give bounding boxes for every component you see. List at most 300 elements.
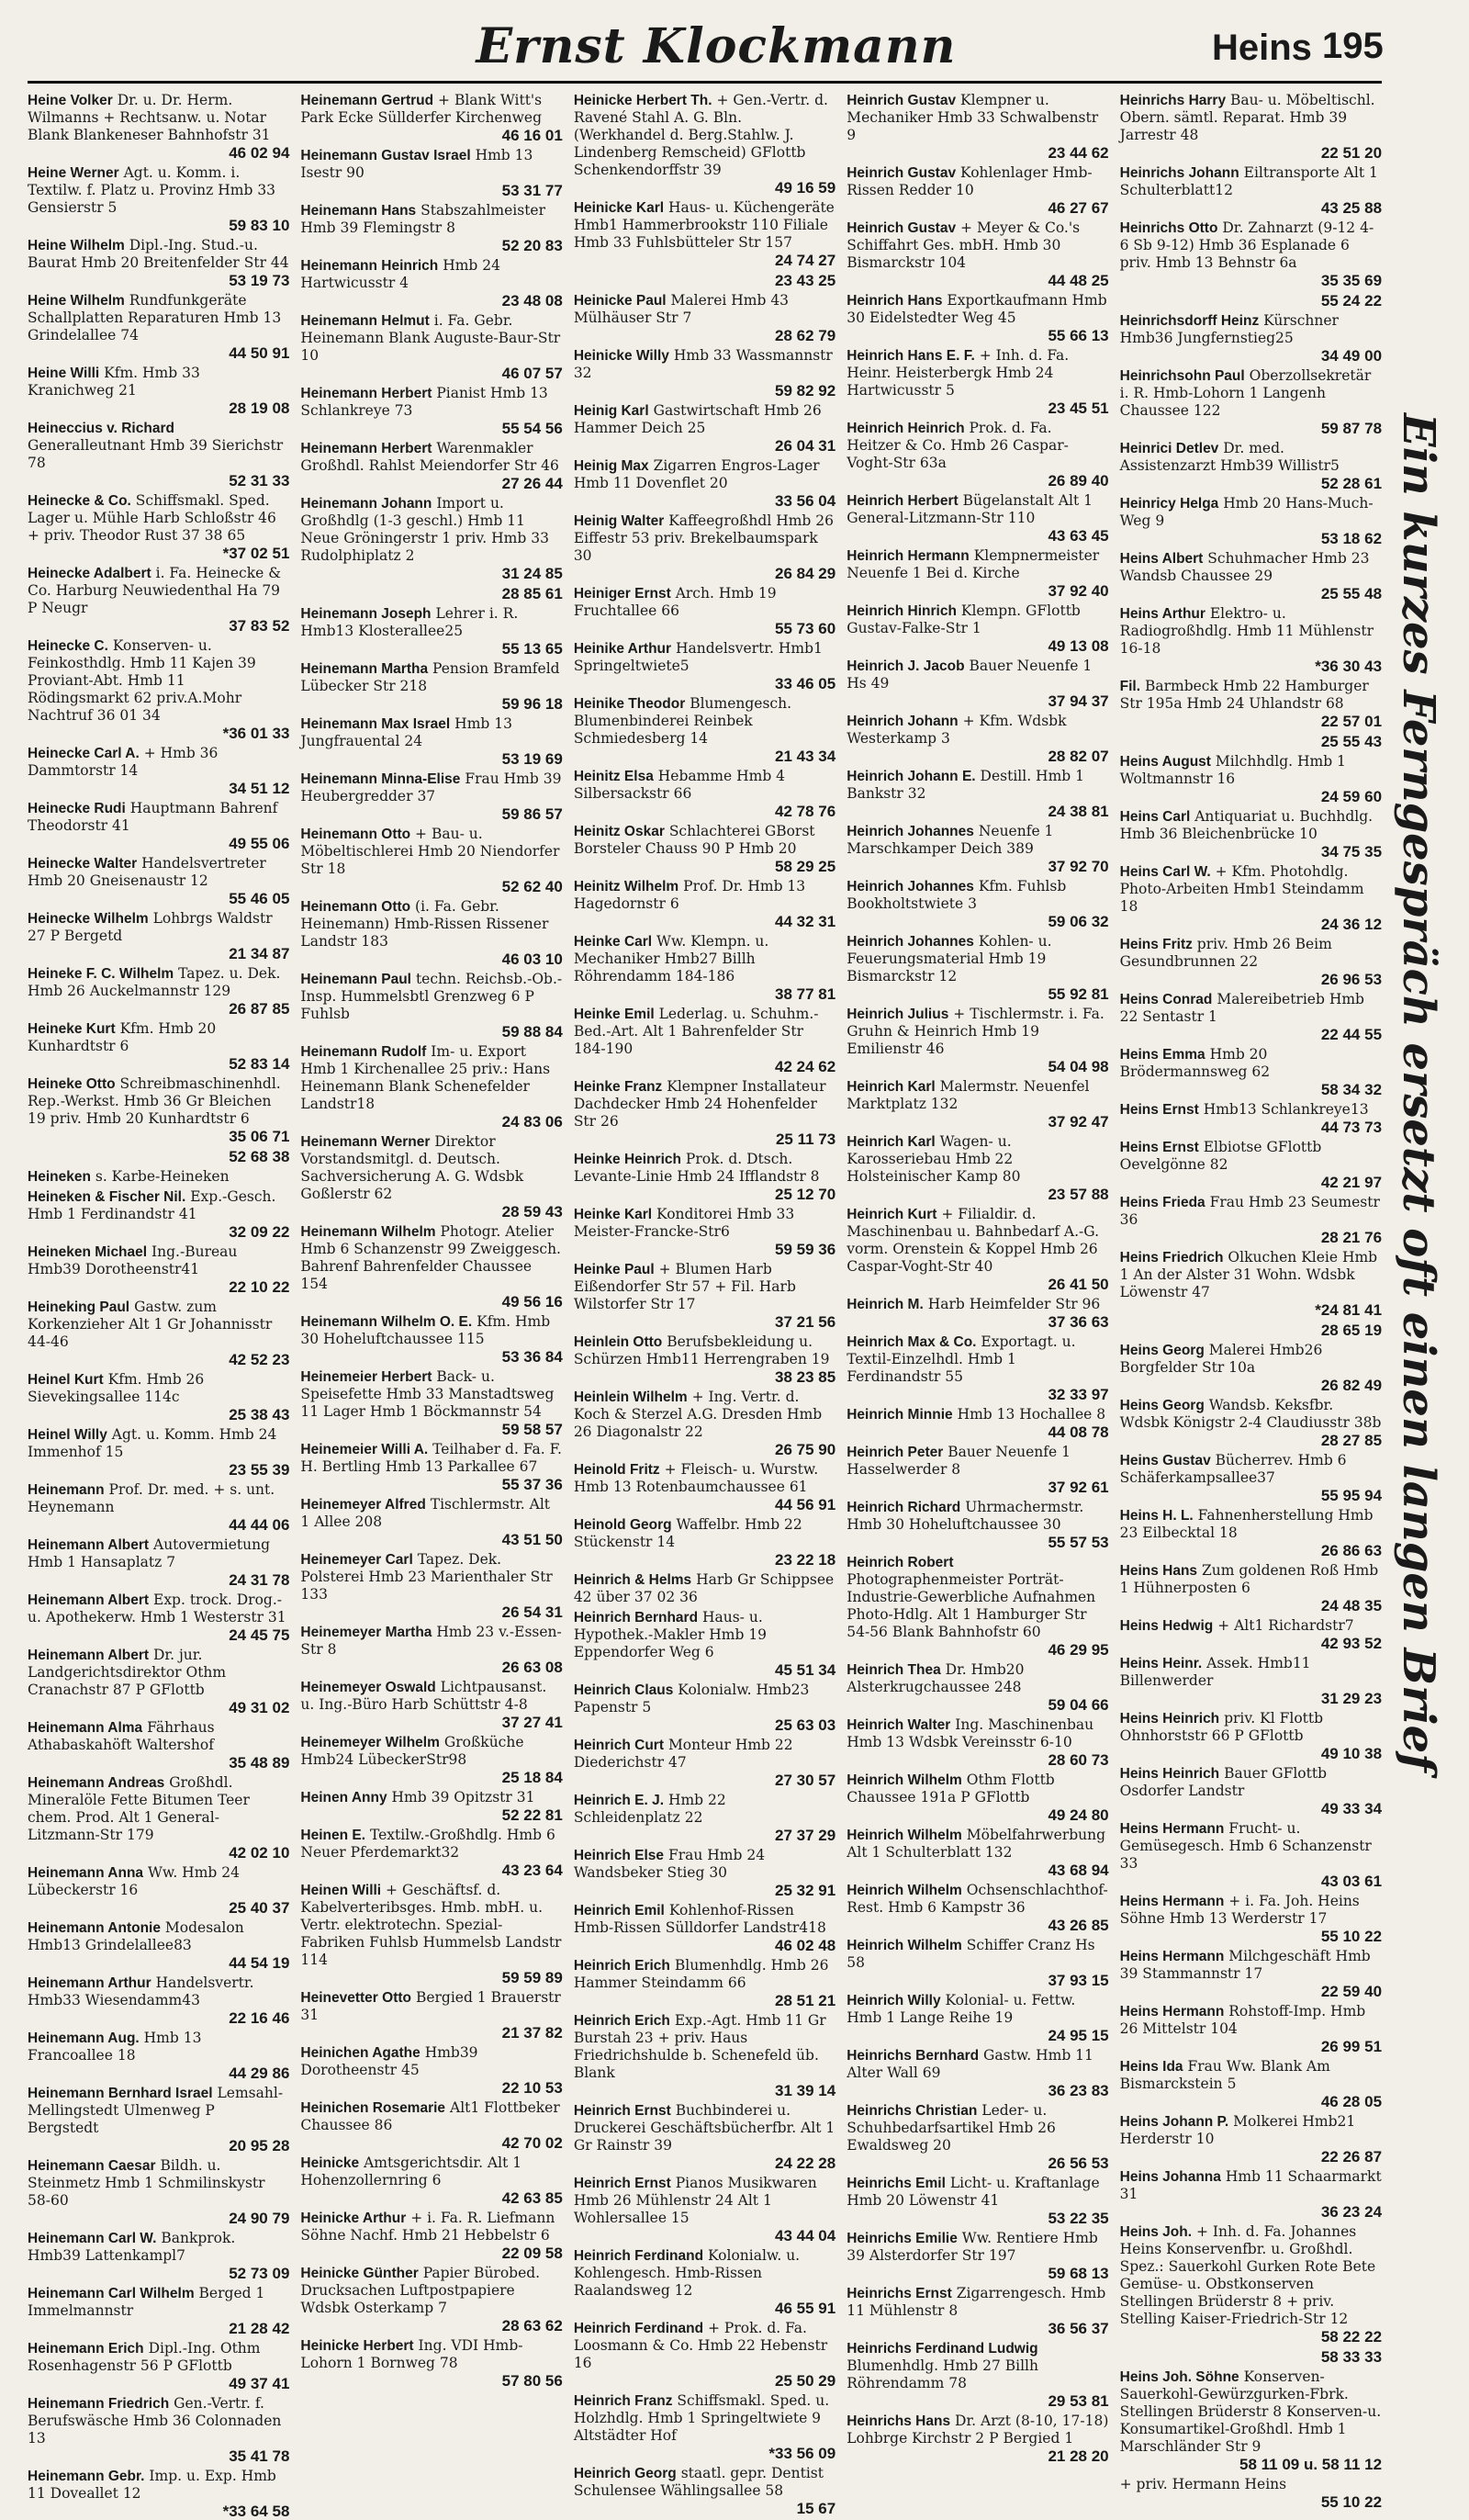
directory-entry bbox=[300, 971, 562, 1041]
entry-description: Bauer Neuenfe 1 Hasselwerder 8 bbox=[847, 1444, 1071, 1478]
entry-phone: 26 89 40 bbox=[1048, 472, 1109, 489]
entry-name: Heinold Georg bbox=[573, 1517, 672, 1533]
entry-description: Haus- u. Küchengeräte Hmb1 Hammerbrookstr 110 Filiale Hmb 33 Fuhlsbütteler Str 157 bbox=[573, 199, 835, 251]
directory-entry bbox=[1120, 753, 1382, 805]
entry-phone: 22 57 01 bbox=[1320, 713, 1383, 730]
entry-phone: 43 63 45 bbox=[1048, 527, 1109, 545]
entry-description: Hmb 13 Hochallee 8 bbox=[957, 1406, 1106, 1423]
entry-description: Direktor Vorstandsmitgl. d. Deutsch. Sachversicherung A. G. Wdsbk Goßlerstr 62 bbox=[300, 1133, 524, 1202]
directory-entry bbox=[28, 1536, 289, 1589]
entry-description: Eiltransporte Alt 1 Schulterblatt12 bbox=[1119, 164, 1378, 198]
entry-phone: 35 35 69 bbox=[1320, 272, 1383, 289]
entry-name: Heinel Kurt bbox=[28, 1372, 104, 1388]
entry-phone: 49 37 41 bbox=[229, 2375, 290, 2392]
directory-entry bbox=[574, 199, 835, 269]
entry-description: Kürschner Hmb36 Jungfernstieg25 bbox=[1119, 312, 1339, 346]
entry-description: Licht- u. Kraftanlage Hmb 20 Löwenstr 41 bbox=[847, 2175, 1100, 2209]
entry-phone: 26 54 31 bbox=[501, 1603, 563, 1621]
entry-phone: 58 34 32 bbox=[1320, 1081, 1383, 1098]
entry-phone: 27 37 29 bbox=[775, 1827, 836, 1844]
page-header bbox=[28, 17, 1382, 84]
entry-description: Gastw. Hmb 11 Alter Wall 69 bbox=[847, 2047, 1093, 2081]
directory-entry bbox=[28, 1371, 289, 1423]
entry-phone: 44 08 78 bbox=[1048, 1423, 1109, 1441]
entry-description: Ing. VDI Hmb-Lohorn 1 Bornweg 78 bbox=[300, 2337, 523, 2371]
directory-entry bbox=[574, 1516, 835, 1569]
entry-name: Heinemann Heinrich bbox=[300, 258, 439, 274]
directory-entry bbox=[28, 800, 289, 852]
entry-description: Olkuchen Kleie Hmb 1 An der Alster 31 Wohn. Wdsbk Löwenstr 47 bbox=[1119, 1249, 1378, 1300]
directory-entry bbox=[1120, 1893, 1382, 1945]
entry-description: Schiffer Cranz Hs 58 bbox=[847, 1937, 1095, 1971]
entry-name: Heinlein Wilhelm bbox=[573, 1389, 688, 1405]
directory-entry bbox=[847, 92, 1108, 162]
entry-description: Schlachterei GBorst Borsteler Chauss 90 P Hmb 20 bbox=[573, 823, 815, 857]
entry-phone: 31 24 85 bbox=[501, 565, 563, 582]
entry-name: Heinrich Claus bbox=[573, 1682, 674, 1698]
directory-entry bbox=[28, 2157, 289, 2227]
entry-description: Dr. Hmb20 Alsterkrugchaussee 248 bbox=[847, 1661, 1025, 1695]
entry-phone: 59 96 18 bbox=[501, 695, 563, 713]
entry-description: Uhrmachermstr. Hmb 30 Hoheluftchaussee 30 bbox=[847, 1499, 1084, 1533]
entry-description: Ww. Rentiere Hmb 39 Alsterdorfer Str 197 bbox=[847, 2230, 1098, 2264]
entry-name: Heinrich Curt bbox=[573, 1738, 664, 1753]
entry-phone: 46 29 95 bbox=[1048, 1641, 1109, 1659]
entry-name: Heins Carl W. bbox=[1119, 864, 1211, 880]
entry-name: Heine Volker bbox=[28, 93, 113, 108]
entry-phone: 44 54 19 bbox=[229, 1954, 290, 1972]
entry-name: Heins Ernst bbox=[1119, 1102, 1199, 1118]
entry-phone: 25 38 43 bbox=[229, 1406, 290, 1423]
entry-phone: 49 10 38 bbox=[1320, 1745, 1383, 1762]
entry-description: Malermstr. Neuenfel Marktplatz 132 bbox=[847, 1078, 1090, 1112]
entry-name: Heine Wilhelm bbox=[28, 238, 125, 253]
entry-name: Heinrichsohn Paul bbox=[1119, 368, 1245, 384]
entry-description: Hmb 22 Schleidenplatz 22 bbox=[573, 1792, 726, 1826]
entry-phone: 24 74 27 bbox=[775, 252, 836, 269]
directory-entry bbox=[847, 164, 1108, 217]
directory-entry bbox=[1120, 1249, 1382, 1319]
entry-name: Heins Ida bbox=[1119, 2059, 1183, 2075]
entry-phone: 32 09 22 bbox=[229, 1223, 290, 1241]
directory-entry bbox=[300, 660, 562, 713]
directory-entry bbox=[28, 910, 289, 962]
directory-entry bbox=[28, 1148, 289, 1165]
entry-name: Heins Hermann bbox=[1119, 1949, 1225, 1964]
directory-entry bbox=[574, 1389, 835, 1458]
directory-entry bbox=[1120, 808, 1382, 861]
entry-phone: *36 30 43 bbox=[1315, 658, 1383, 675]
entry-name: Heins Albert bbox=[1119, 551, 1204, 567]
entry-phone: 55 95 94 bbox=[1320, 1487, 1383, 1504]
entry-description: + Fleisch- u. Wurstw. Hmb 13 Rotenbaumchaussee 61 bbox=[573, 1461, 819, 1495]
entry-name: Heinrich Wilhelm bbox=[847, 1883, 962, 1898]
entry-name: Heinrich Richard bbox=[847, 1500, 961, 1515]
directory-entry bbox=[300, 1827, 562, 1879]
entry-description: + Alt1 Richardstr7 bbox=[1217, 1617, 1354, 1634]
entry-name: Heins Conrad bbox=[1119, 992, 1213, 1007]
entry-description: Ing. Maschinenbau Hmb 13 Wdsbk Vereinsstr 6-10 bbox=[847, 1716, 1094, 1750]
directory-entry bbox=[300, 1043, 562, 1131]
entry-name: Heins Johann P. bbox=[1119, 2114, 1229, 2130]
entry-description: Handelsvertr. Hmb1 Springeltwiete5 bbox=[573, 640, 823, 674]
entry-description: Hmb39 Dorotheenstr 45 bbox=[300, 2044, 478, 2078]
entry-description: Kolonial- u. Fettw. Hmb 1 Lange Reihe 19 bbox=[847, 1992, 1076, 2026]
entry-phone: 53 31 77 bbox=[501, 182, 563, 199]
entry-phone: 37 93 15 bbox=[1048, 1972, 1109, 1989]
entry-name: Heinecke Rudi bbox=[28, 801, 126, 816]
entry-description: Bankprok. Hmb39 Lattenkampl7 bbox=[28, 2230, 236, 2264]
entry-name: Heinecke & Co. bbox=[28, 493, 131, 509]
directory-entry bbox=[574, 2465, 835, 2517]
entry-phone: 42 24 62 bbox=[775, 1058, 836, 1075]
entry-name: Heins Hermann bbox=[1119, 1821, 1225, 1837]
entry-description: Blumenhdlg. Hmb 26 Hammer Steindamm 66 bbox=[573, 1957, 829, 1991]
directory-entry bbox=[847, 547, 1108, 600]
entry-phone: 59 88 84 bbox=[501, 1023, 563, 1041]
entry-name: Heinrich Willy bbox=[847, 1993, 941, 2008]
entry-name: Heinemann Erich bbox=[28, 2341, 144, 2357]
entry-phone: *24 81 41 bbox=[1315, 1301, 1383, 1319]
entry-name: Heinrich Ferdinand bbox=[573, 2321, 704, 2336]
entry-description: Frau Hmb 23 Seumestr 36 bbox=[1119, 1194, 1380, 1228]
directory-entry bbox=[28, 92, 289, 162]
directory-entry bbox=[1120, 1139, 1382, 1191]
entry-phone: 25 18 84 bbox=[501, 1769, 563, 1786]
entry-name: Heinichen Agathe bbox=[300, 2045, 421, 2061]
entry-description: Exp. trock. Drog.- u. Apothekerw. Hmb 1 Westerstr 31 bbox=[28, 1592, 286, 1626]
directory-entry bbox=[1120, 936, 1382, 988]
entry-phone: 23 45 51 bbox=[1048, 399, 1109, 417]
directory-entry bbox=[300, 771, 562, 823]
entry-phone: 24 83 06 bbox=[501, 1113, 563, 1131]
directory-entry bbox=[300, 2044, 562, 2097]
directory-entry bbox=[300, 385, 562, 437]
entry-description: Konserven- u. Feinkosthdlg. Hmb 11 Kajen 39 Proviant-Abt. Hmb 11 Rödingsmarkt 62 priv.A.Mohr Nachtruf 36 01 34 bbox=[28, 637, 256, 724]
directory-entry bbox=[574, 2175, 835, 2244]
directory-entry bbox=[1120, 2113, 1382, 2166]
entry-name: Heineken Michael bbox=[28, 1244, 148, 1260]
entry-description: + Blank Witt's Park Ecke Süllderfer Kirchenweg bbox=[300, 92, 543, 126]
entry-description: Hmb 33 Wassmannstr 32 bbox=[573, 347, 833, 381]
entry-phone: 22 26 87 bbox=[1320, 2148, 1383, 2166]
entry-name: Heinike Arthur bbox=[573, 641, 672, 657]
directory-entry bbox=[300, 1789, 562, 1824]
entry-name: Heinrichs Hans bbox=[847, 2413, 951, 2429]
directory-entry bbox=[847, 823, 1108, 875]
entry-phone: 38 23 85 bbox=[775, 1368, 836, 1386]
entry-description: Amtsgerichtsdir. Alt 1 Hohenzollernring 6 bbox=[300, 2154, 522, 2188]
entry-phone: 49 13 08 bbox=[1048, 637, 1109, 655]
entry-description: Harb Gr Schippsee 42 über 37 02 36 bbox=[573, 1571, 835, 1605]
entry-description: priv. Hmb 26 Beim Gesundbrunnen 22 bbox=[1119, 936, 1332, 970]
entry-description: Bergied 1 Brauerstr 31 bbox=[300, 1989, 561, 2023]
entry-phone: 31 39 14 bbox=[775, 2082, 836, 2099]
entry-phone: 55 54 56 bbox=[501, 420, 563, 437]
directory-entry bbox=[300, 715, 562, 768]
directory-entry bbox=[300, 1882, 562, 1986]
entry-phone: 15 67 bbox=[796, 2500, 836, 2517]
entry-description: Bauer GFlottb Osdorfer Landstr bbox=[1119, 1765, 1328, 1799]
directory-entry bbox=[300, 1133, 562, 1221]
entry-phone: 43 26 85 bbox=[1048, 1917, 1109, 1934]
entry-description: Dr. med. Assistenzarzt Hmb39 Willistr5 bbox=[1119, 440, 1340, 474]
entry-name: Heins Frieda bbox=[1119, 1195, 1205, 1210]
entry-name: Heinrich Wilhelm bbox=[847, 1938, 962, 1953]
entry-description: Assek. Hmb11 Billenwerder bbox=[1119, 1655, 1311, 1689]
entry-phone: *37 02 51 bbox=[222, 545, 290, 562]
directory-columns bbox=[28, 92, 1383, 2520]
entry-description: Hmb 13 Jungfrauental 24 bbox=[300, 715, 512, 749]
entry-phone: 59 06 32 bbox=[1048, 913, 1109, 930]
entry-name: Heinemann Andreas bbox=[28, 1775, 165, 1791]
directory-entry bbox=[28, 1864, 289, 1917]
entry-description: Kfm. Hmb 20 Kunhardtstr 6 bbox=[28, 1020, 217, 1054]
entry-name: Heinemann Max Israel bbox=[300, 716, 451, 732]
entry-name: Heineke F. C. Wilhelm bbox=[28, 966, 174, 982]
directory-entry bbox=[847, 492, 1108, 545]
directory-entry bbox=[300, 1734, 562, 1786]
entry-phone: 28 63 62 bbox=[501, 2317, 563, 2334]
entry-phone: 37 83 52 bbox=[229, 617, 290, 635]
entry-description: Gen.-Vertr. f. Berufswäsche Hmb 36 Colonnaden 13 bbox=[28, 2395, 282, 2447]
entry-description: Papier Bürobed. Drucksachen Luftpostpapiere Wdsbk Osterkamp 7 bbox=[300, 2265, 541, 2316]
directory-entry bbox=[28, 1974, 289, 2027]
directory-entry bbox=[1120, 1397, 1382, 1449]
entry-phone: 20 95 28 bbox=[229, 2137, 290, 2154]
directory-entry bbox=[574, 695, 835, 765]
directory-entry bbox=[28, 2085, 289, 2154]
entry-phone: 42 93 52 bbox=[1320, 1635, 1383, 1652]
entry-name: Heinrich Gustav bbox=[847, 165, 957, 181]
entry-phone: 22 16 46 bbox=[229, 2009, 290, 2027]
entry-phone: 23 22 18 bbox=[775, 1551, 836, 1569]
entry-phone: 44 50 91 bbox=[229, 344, 290, 362]
entry-name: Heinrich Hermann bbox=[847, 548, 970, 564]
entry-phone: 26 56 53 bbox=[1048, 2154, 1109, 2172]
entry-phone: 22 59 40 bbox=[1320, 1983, 1383, 2000]
entry-description: Berged 1 Immelmannstr bbox=[28, 2285, 265, 2319]
entry-description: Generalleutnant Hmb 39 Sierichstr 78 bbox=[28, 437, 284, 471]
entry-description: Agt. u. Komm. i. Textilw. f. Platz u. Provinz Hmb 33 Gensierstr 5 bbox=[28, 164, 276, 216]
directory-entry bbox=[847, 2175, 1108, 2227]
entry-phone: 43 25 88 bbox=[1320, 199, 1383, 217]
directory-entry bbox=[1120, 1322, 1382, 1339]
entry-name: Heinemann Carl W. bbox=[28, 2231, 157, 2246]
directory-entry bbox=[847, 420, 1108, 489]
side-advertisement bbox=[1386, 413, 1451, 1772]
entry-name: Heinicke bbox=[300, 2155, 360, 2171]
directory-entry bbox=[28, 965, 289, 1018]
entry-name: Heins Georg bbox=[1119, 1343, 1205, 1358]
entry-phone: 32 33 97 bbox=[1048, 1386, 1109, 1403]
entry-name: Heinrichs Johann bbox=[1119, 165, 1239, 181]
entry-name: Heinrichs Otto bbox=[1119, 220, 1218, 236]
entry-description: Hmb 13 Francoallee 18 bbox=[28, 2030, 202, 2064]
entry-description: Textilw.-Großhdlg. Hmb 6 Neuer Pferdemarkt32 bbox=[300, 1827, 555, 1861]
entry-name: Heinicke Willy bbox=[573, 348, 669, 364]
directory-entry bbox=[1120, 440, 1382, 492]
entry-phone: 22 51 20 bbox=[1320, 144, 1383, 162]
entry-name: Heinrich Johannes bbox=[847, 934, 974, 950]
directory-entry bbox=[847, 1772, 1108, 1824]
entry-description: + Blumen Harb Eißendorfer Str 57 + Fil. Harb Wilstorfer Str 17 bbox=[573, 1261, 796, 1312]
entry-phone: 35 41 78 bbox=[229, 2447, 290, 2465]
entry-phone: 25 11 73 bbox=[775, 1131, 836, 1148]
entry-name: Heinrich Ernst bbox=[573, 2176, 671, 2191]
entry-description: Schiffsmakl. Sped. Lager u. Mühle Harb Schloßstr 46 + priv. Theodor Rust 37 38 65 bbox=[28, 492, 276, 544]
entry-description: Alt1 Flottbeker Chaussee 86 bbox=[300, 2099, 560, 2133]
entry-description: Dipl.-Ing. Stud.-u. Baurat Hmb 20 Breitenfelder Str 44 bbox=[28, 237, 289, 271]
entry-description: Exp.-Agt. Hmb 11 Gr Burstah 23 + priv. Haus Friedrichshulde b. Schenefeld üb. Blank bbox=[573, 2012, 826, 2081]
directory-entry bbox=[847, 1882, 1108, 1934]
entry-name: Heinke Emil bbox=[573, 1007, 655, 1022]
entry-description: Bildh. u. Steinmetz Hmb 1 Schmilinskystr 58-60 bbox=[28, 2157, 265, 2209]
entry-description: + i. Fa. Joh. Heins Söhne Hmb 13 Werderstr 17 bbox=[1119, 1893, 1360, 1927]
directory-column-3 bbox=[573, 92, 836, 2517]
directory-entry bbox=[847, 658, 1108, 710]
entry-phone: 49 16 59 bbox=[775, 179, 836, 197]
entry-name: Heinemann Paul bbox=[300, 972, 411, 987]
entry-phone: 43 51 50 bbox=[501, 1531, 563, 1548]
entry-name: Heinemann Bernhard Israel bbox=[28, 2086, 213, 2101]
entry-phone: 55 37 36 bbox=[501, 1476, 563, 1493]
entry-description: Bauer Neuenfe 1 Hs 49 bbox=[847, 658, 1093, 692]
entry-name: Heinrich Karl bbox=[847, 1134, 936, 1150]
directory-entry bbox=[574, 768, 835, 820]
entry-phone: 52 22 81 bbox=[501, 1806, 563, 1824]
entry-name: Heinemann Minna-Elise bbox=[300, 771, 461, 787]
entry-phone: 29 53 81 bbox=[1048, 2392, 1109, 2410]
directory-entry bbox=[1120, 1507, 1382, 1559]
entry-name: Heinicke Paul bbox=[573, 293, 667, 309]
directory-entry bbox=[28, 1075, 289, 1145]
entry-description: + Kfm. Wdsbk Westerkamp 3 bbox=[847, 713, 1067, 747]
directory-entry bbox=[847, 768, 1108, 820]
entry-description: Bau- u. Möbeltischl. Obern. sämtl. Reparat. Hmb 39 Jarrestr 48 bbox=[1119, 92, 1375, 143]
directory-entry bbox=[847, 1078, 1108, 1131]
entry-name: Heins H. L. bbox=[1119, 1508, 1194, 1524]
entry-phone: 59 83 10 bbox=[229, 217, 290, 234]
directory-entry bbox=[1120, 312, 1382, 365]
entry-name: Heinemann Johann bbox=[300, 496, 432, 512]
entry-description: Hmb 20 Hans-Much-Weg 9 bbox=[1119, 495, 1374, 529]
entry-phone: 46 02 48 bbox=[775, 1937, 836, 1954]
entry-name: Heinevetter Otto bbox=[300, 1990, 411, 2006]
entry-name: Heinrich Johannes bbox=[847, 824, 974, 839]
entry-phone: 42 02 10 bbox=[229, 1844, 290, 1862]
entry-name: Heinricy Helga bbox=[1119, 496, 1219, 512]
entry-description: Warenmakler Großhdl. Rahlst Meiendorfer Str 46 bbox=[300, 440, 559, 474]
entry-name: Heins Joh. Söhne bbox=[1119, 2369, 1239, 2385]
entry-phone: 43 23 64 bbox=[501, 1862, 563, 1879]
directory-entry bbox=[1120, 863, 1382, 933]
entry-description: + priv. Hermann Heins bbox=[1119, 2476, 1287, 2492]
entry-name: Heinemann Caesar bbox=[28, 2158, 156, 2174]
entry-name: Heinrichs Emil bbox=[847, 2176, 946, 2191]
entry-description: + Inh. d. Fa. Heinr. Heisterbergk Hmb 24 Hartwicusstr 5 bbox=[847, 347, 1070, 399]
entry-description: Frau Ww. Blank Am Bismarckstein 5 bbox=[1119, 2058, 1330, 2092]
entry-phone: 24 22 28 bbox=[775, 2154, 836, 2172]
directory-entry bbox=[28, 637, 289, 742]
entry-name: Heinrich Johann E. bbox=[847, 769, 976, 784]
entry-name: Heinig Karl bbox=[573, 403, 649, 419]
entry-phone: 53 19 73 bbox=[229, 272, 290, 289]
directory-entry bbox=[847, 1827, 1108, 1879]
entry-description: Teilhaber d. Fa. F. H. Bertling Hmb 13 Parkallee 67 bbox=[300, 1441, 562, 1475]
directory-entry bbox=[1120, 1765, 1382, 1817]
directory-entry bbox=[574, 1847, 835, 1899]
entry-phone: 25 12 70 bbox=[775, 1186, 836, 1203]
entry-phone: 42 78 76 bbox=[775, 803, 836, 820]
directory-entry bbox=[28, 1774, 289, 1862]
directory-entry bbox=[847, 1554, 1108, 1659]
entry-description: Buchbinderei u. Druckerei Geschäftsbücherfbr. Alt 1 Gr Rainstr 39 bbox=[573, 2102, 835, 2154]
entry-name: Heinrich Thea bbox=[847, 1662, 941, 1678]
entry-description: Kfm. Fuhlsb Bookholtstwiete 3 bbox=[847, 878, 1067, 912]
directory-entry bbox=[28, 1299, 289, 1368]
entry-description: Leder- u. Schuhbedarfsartikel Hmb 26 Ewaldsweg 20 bbox=[847, 2102, 1056, 2154]
entry-name: Heinke Carl bbox=[573, 934, 653, 950]
directory-entry bbox=[1120, 2168, 1382, 2221]
directory-entry bbox=[300, 1624, 562, 1676]
entry-name: Heinemann Gertrud bbox=[300, 93, 434, 108]
entry-phone: 21 43 34 bbox=[775, 748, 836, 765]
entry-name: Heins Heinr. bbox=[1119, 1656, 1203, 1671]
running-head-keyword: Heins bbox=[1212, 28, 1312, 68]
entry-description: Bügelanstalt Alt 1 General-Litzmann-Str 110 bbox=[847, 492, 1093, 526]
directory-entry bbox=[574, 1792, 835, 1844]
entry-phone: 44 32 31 bbox=[775, 913, 836, 930]
entry-phone: 26 84 29 bbox=[775, 565, 836, 582]
directory-column-1 bbox=[28, 92, 290, 2520]
entry-name: Heins Ernst bbox=[1119, 1140, 1199, 1155]
entry-description: Dr. Zahnarzt (9-12 4-6 Sb 9-12) Hmb 36 Esplanade 6 priv. Hmb 13 Behnstr 6a bbox=[1119, 219, 1374, 271]
entry-description: Fahnenherstellung Hmb 23 Eilbecktal 18 bbox=[1119, 1507, 1374, 1541]
entry-phone: 52 83 14 bbox=[229, 1055, 290, 1073]
directory-entry bbox=[574, 1006, 835, 1075]
entry-phone: 23 43 25 bbox=[775, 272, 836, 289]
directory-entry bbox=[574, 1461, 835, 1513]
directory-entry bbox=[574, 878, 835, 930]
entry-name: Heinrich Robert bbox=[847, 1555, 954, 1570]
directory-entry bbox=[28, 365, 289, 417]
entry-name: Heinemann Antonie bbox=[28, 1920, 161, 1936]
directory-entry bbox=[1120, 1562, 1382, 1614]
directory-entry bbox=[574, 640, 835, 692]
entry-description: Wagen- u. Karosseriebau Hmb 22 Holsteinischer Kamp 80 bbox=[847, 1133, 1021, 1185]
directory-entry bbox=[574, 1957, 835, 2009]
entry-description: i. Fa. Heinecke & Co. Harburg Neuwiedenthal Ha 79 P Neugr bbox=[28, 565, 281, 616]
directory-entry bbox=[300, 495, 562, 582]
entry-phone: 28 82 07 bbox=[1048, 748, 1109, 765]
entry-description: + Filialdir. d. Maschinenbau u. Bahnbedarf A.-G. vorm. Orenstein & Koppel Hmb 26 Caspar-Voght-Str 40 bbox=[847, 1206, 1099, 1275]
entry-phone: 57 80 56 bbox=[501, 2372, 563, 2390]
entry-name: Heinemann Otto bbox=[300, 827, 411, 842]
directory-entry bbox=[28, 1168, 289, 1186]
entry-phone: 37 94 37 bbox=[1048, 692, 1109, 710]
entry-name: Heins Emma bbox=[1119, 1047, 1205, 1063]
directory-entry bbox=[300, 257, 562, 309]
entry-description: Barmbeck Hmb 22 Hamburger Str 195a Hmb 24 Uhlandstr 68 bbox=[1119, 678, 1369, 712]
entry-phone: 26 04 31 bbox=[775, 437, 836, 455]
entry-name: Heiniger Ernst bbox=[573, 586, 671, 602]
entry-name: Heinig Max bbox=[573, 458, 649, 474]
entry-description: Schreibmaschinenhdl. Rep.-Werkst. Hmb 36 Gr Bleichen 19 priv. Hmb 20 Kunhardtstr 6 bbox=[28, 1075, 281, 1127]
entry-description: Modesalon Hmb13 Grindelallee83 bbox=[28, 1919, 244, 1953]
directory-entry bbox=[28, 1426, 289, 1479]
directory-entry bbox=[574, 292, 835, 344]
